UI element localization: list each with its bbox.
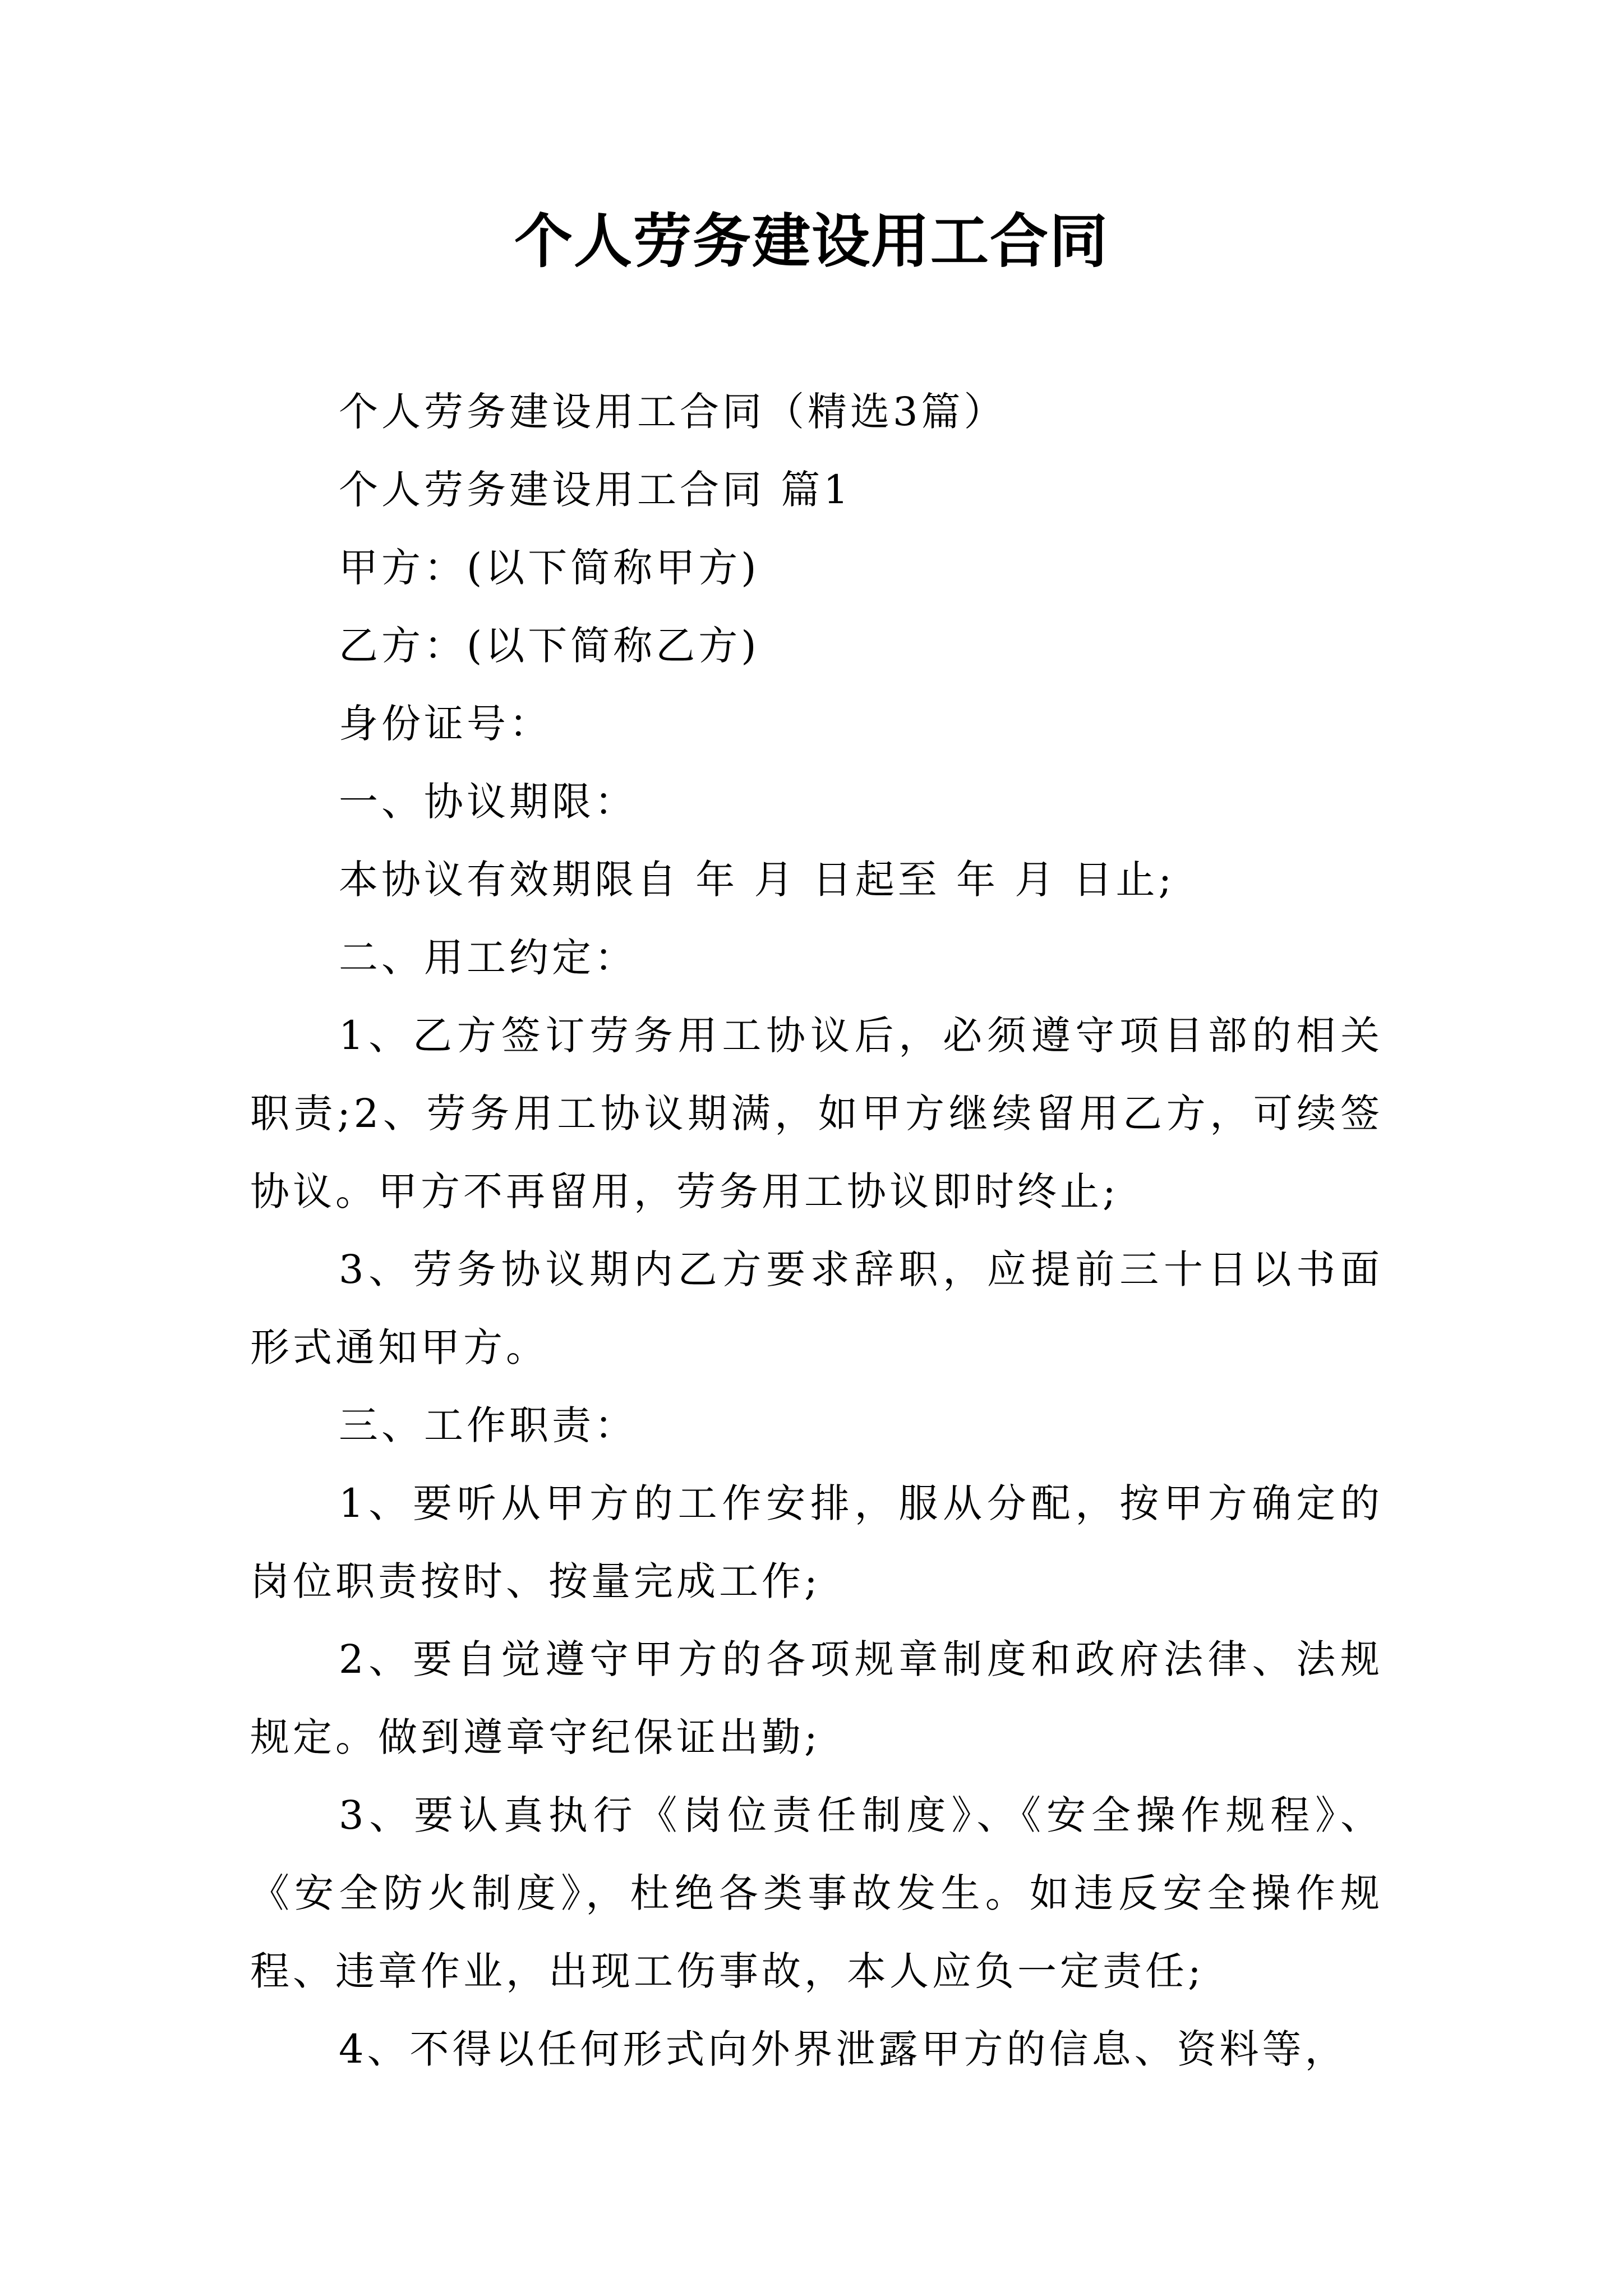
paragraph-duty-3: 3、要认真执行《岗位责任制度》、《安全操作规程》、《安全防火制度》，杜绝各类事故发生。如违反安全操作规程、违章作业，出现工伤事故，本人应负一定责任; [250, 1792, 1383, 1994]
paragraph-party-b: 乙方：(以下简称乙方) [339, 623, 760, 669]
paragraph-duty-4: 4、不得以任何形式向外界泄露甲方的信息、资料等， [339, 2026, 1348, 2072]
paragraph-employment-1: 1、乙方签订劳务用工协议后，必须遵守项目部的相关职责;2、劳务用工协议期满，如甲方继续留用乙方，可续签协议。甲方不再留用，劳务用工协议即时终止; [250, 1013, 1383, 1214]
paragraph-duty-1: 1、要听从甲方的工作安排，服从分配，按甲方确定的岗位职责按时、按量完成工作; [250, 1480, 1383, 1604]
paragraph-duty-2: 2、要自觉遵守甲方的各项规章制度和政府法律、法规规定。做到遵章守纪保证出勤; [250, 1636, 1383, 1760]
document-body [250, 373, 1383, 2088]
paragraph-employment-heading: 二、用工约定： [339, 935, 637, 981]
paragraph-party-a: 甲方：(以下简称甲方) [339, 545, 760, 591]
document-title: 个人劳务建设用工合同 [514, 206, 1109, 275]
paragraph-term-heading: 一、协议期限： [339, 779, 637, 825]
paragraph-heading: 个人劳务建设用工合同（精选3篇） [339, 389, 1007, 435]
paragraph-id-number: 身份证号： [339, 701, 552, 747]
paragraph-term-text: 本协议有效期限自 年 月 日起至 年 月 日止; [339, 857, 1175, 903]
paragraph-section-title: 个人劳务建设用工合同 篇1 [339, 467, 852, 513]
paragraph-duties-heading: 三、工作职责： [339, 1402, 637, 1448]
paragraph-employment-3: 3、劳务协议期内乙方要求辞职，应提前三十日以书面形式通知甲方。 [250, 1246, 1383, 1370]
